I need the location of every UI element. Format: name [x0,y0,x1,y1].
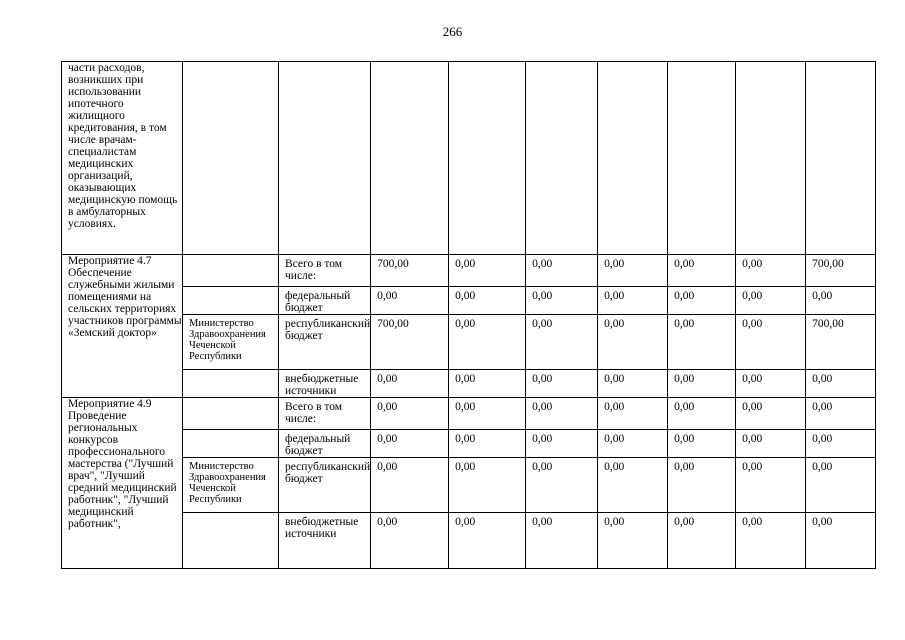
value-cell: 0,00 [526,458,598,513]
executor-cell: Министерство Здравоохранения Чеченской Республики [183,458,279,513]
value-cell: 0,00 [449,398,526,430]
value-cell: 0,00 [598,370,668,398]
funding-source-cell: федеральный бюджет [279,430,371,458]
value-cell: 0,00 [806,398,876,430]
value-cell: 0,00 [526,287,598,315]
value-cell: 0,00 [598,398,668,430]
value-cell: 0,00 [736,430,806,458]
value-cell: 0,00 [736,287,806,315]
value-cell: 0,00 [371,430,449,458]
value-cell: 0,00 [371,370,449,398]
funding-source-cell: внебюджетные источники [279,370,371,398]
value-cell: 0,00 [526,513,598,569]
empty-cell [598,62,668,255]
value-cell: 0,00 [736,255,806,287]
measure-title-cell: Мероприятие 4.7 Обеспечение служебными жилыми помещениями на сельских территориях участников программы «Земский доктор» [62,255,183,398]
funding-source-cell: республиканский бюджет [279,315,371,370]
value-cell: 0,00 [806,370,876,398]
value-cell: 700,00 [371,315,449,370]
page-number: 266 [442,24,463,39]
executor-empty-cell [183,513,279,569]
funding-source-cell: республиканский бюджет [279,458,371,513]
value-cell: 0,00 [736,315,806,370]
value-cell: 0,00 [449,513,526,569]
value-cell: 0,00 [449,287,526,315]
empty-cell [279,62,371,255]
value-cell: 0,00 [371,513,449,569]
value-cell: 0,00 [526,315,598,370]
measure-title-cell: Мероприятие 4.9 Проведение региональных конкурсов профессионального мастерства ("Лучший врач", "Лучший средний медицинский работник", "Лучший медицинский работник", [62,398,183,569]
value-cell: 700,00 [806,255,876,287]
funding-source-cell: федеральный бюджет [279,287,371,315]
value-cell: 0,00 [449,370,526,398]
value-cell: 0,00 [668,458,736,513]
value-cell: 0,00 [371,398,449,430]
value-cell: 0,00 [526,370,598,398]
value-cell: 0,00 [598,287,668,315]
value-cell: 0,00 [526,398,598,430]
value-cell: 0,00 [806,458,876,513]
value-cell: 0,00 [449,458,526,513]
value-cell: 0,00 [598,315,668,370]
table-row [62,287,876,315]
table-row [62,398,876,430]
table-row [62,430,876,458]
value-cell: 0,00 [668,315,736,370]
value-cell: 0,00 [668,513,736,569]
table-row [62,370,876,398]
table-row [62,458,876,513]
value-cell: 700,00 [371,255,449,287]
value-cell: 0,00 [598,430,668,458]
executor-empty-cell [183,430,279,458]
value-cell: 700,00 [806,315,876,370]
value-cell: 0,00 [598,255,668,287]
value-cell: 0,00 [526,255,598,287]
empty-cell [371,62,449,255]
empty-cell [449,62,526,255]
value-cell: 0,00 [668,255,736,287]
value-cell: 0,00 [668,430,736,458]
value-cell: 0,00 [736,370,806,398]
value-cell: 0,00 [371,458,449,513]
table-row [62,315,876,370]
empty-cell [736,62,806,255]
table-row [62,255,876,287]
value-cell: 0,00 [598,458,668,513]
funding-source-cell: Всего в том числе: [279,255,371,287]
value-cell: 0,00 [526,430,598,458]
executor-empty-cell [183,398,279,430]
funding-source-cell: внебюджетные источники [279,513,371,569]
executor-cell: Министерство Здравоохранения Чеченской Республики [183,315,279,370]
budget-table [61,61,876,569]
value-cell: 0,00 [806,287,876,315]
executor-empty-cell [183,255,279,287]
empty-cell [526,62,598,255]
empty-cell [806,62,876,255]
funding-source-cell: Всего в том числе: [279,398,371,430]
measure-description-cell: части расходов, возникших при использовании ипотечного жилищного кредитования, в том числе врачам-специалистам медицинских организаций, оказывающих медицинскую помощь в амбулаторных условиях. [62,62,183,255]
value-cell: 0,00 [449,430,526,458]
value-cell: 0,00 [371,287,449,315]
value-cell: 0,00 [449,315,526,370]
value-cell: 0,00 [598,513,668,569]
value-cell: 0,00 [806,513,876,569]
value-cell: 0,00 [736,398,806,430]
value-cell: 0,00 [449,255,526,287]
table-row [62,513,876,569]
value-cell: 0,00 [668,370,736,398]
table-row [62,62,876,255]
empty-cell [668,62,736,255]
value-cell: 0,00 [736,458,806,513]
value-cell: 0,00 [806,430,876,458]
empty-cell [183,62,279,255]
executor-empty-cell [183,287,279,315]
value-cell: 0,00 [668,398,736,430]
value-cell: 0,00 [668,287,736,315]
executor-empty-cell [183,370,279,398]
value-cell: 0,00 [736,513,806,569]
